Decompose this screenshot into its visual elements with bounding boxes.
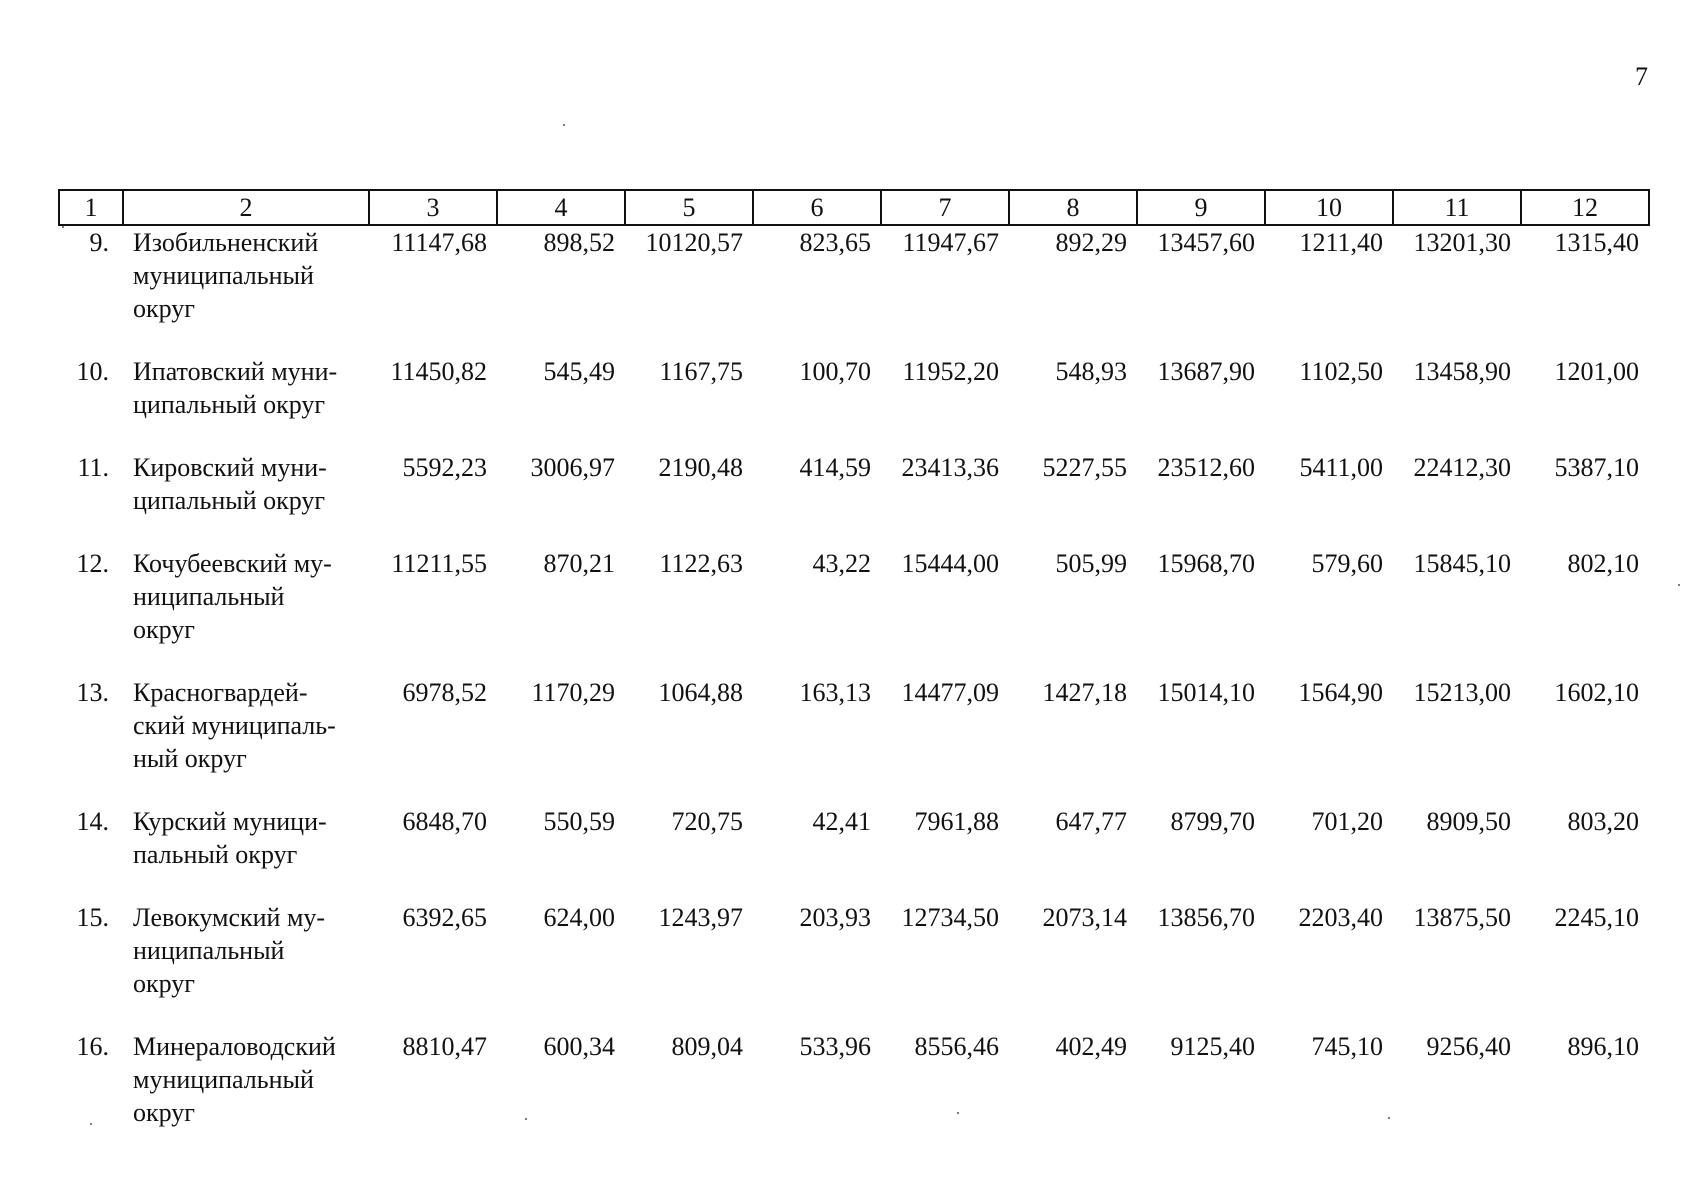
page-number: 7 (1635, 62, 1648, 91)
value-cell: 1211,40 (1299, 228, 1383, 257)
value-cell: 414,59 (799, 453, 871, 482)
district-name (123, 1030, 369, 1159)
district-name-line: ниципальный (133, 936, 285, 965)
value-cell: 892,29 (1055, 228, 1127, 257)
table-header (59, 190, 1649, 225)
value-cell: 1315,40 (1554, 228, 1639, 257)
value-cell: 2190,48 (658, 453, 743, 482)
value-cell: 13856,70 (1157, 903, 1255, 932)
value-cell: 11147,68 (391, 228, 487, 257)
value-cell: 1064,88 (658, 678, 743, 707)
value-cell: 701,20 (1311, 807, 1383, 836)
value-cell: 1201,00 (1554, 357, 1639, 386)
district-name-line: муниципальный (133, 1065, 314, 1094)
value-cell: 5387,10 (1554, 453, 1639, 482)
value-cell: 550,59 (543, 807, 615, 836)
value-cell: 203,93 (799, 903, 871, 932)
value-cell: 5592,23 (402, 453, 487, 482)
value-cell: 803,20 (1567, 807, 1639, 836)
value-cell: 548,93 (1055, 357, 1127, 386)
column-header: 1 (59, 190, 123, 225)
district-name-line: округ (133, 969, 195, 998)
value-cell: 15014,10 (1157, 678, 1255, 707)
value-cell: 533,96 (799, 1032, 871, 1061)
district-name-line: муниципальный (133, 261, 314, 290)
value-cell: 1427,18 (1042, 678, 1127, 707)
value-cell: 13457,60 (1157, 228, 1255, 257)
column-header: 5 (625, 190, 753, 225)
district-name-line: ципальный округ (133, 486, 326, 515)
district-name (123, 547, 369, 676)
district-name-line: Красногвардей- (133, 678, 308, 707)
table-row (59, 225, 1649, 355)
value-cell: 6392,65 (402, 903, 487, 932)
district-name-line: ниципальный (133, 582, 285, 611)
table-row (59, 805, 1649, 901)
value-cell: 5227,55 (1042, 453, 1127, 482)
value-cell: 624,00 (543, 903, 615, 932)
row-index: 14. (76, 807, 109, 836)
value-cell: 100,70 (799, 357, 871, 386)
column-header: 4 (497, 190, 625, 225)
column-header: 10 (1265, 190, 1393, 225)
value-cell: 8909,50 (1426, 807, 1511, 836)
value-cell: 8556,46 (914, 1032, 999, 1061)
value-cell: 545,49 (543, 357, 615, 386)
scan-speck (563, 124, 565, 126)
district-name-line: округ (133, 1098, 195, 1127)
value-cell: 870,21 (543, 549, 615, 578)
value-cell: 505,99 (1055, 549, 1127, 578)
district-name (123, 901, 369, 1030)
value-cell: 745,10 (1311, 1032, 1383, 1061)
value-cell: 2203,40 (1298, 903, 1383, 932)
value-cell: 11211,55 (391, 549, 487, 578)
district-name (123, 355, 369, 451)
district-name-line: округ (133, 615, 195, 644)
value-cell: 809,04 (671, 1032, 743, 1061)
value-cell: 1102,50 (1299, 357, 1383, 386)
value-cell: 15968,70 (1157, 549, 1255, 578)
value-cell: 11450,82 (390, 357, 487, 386)
district-name-line: Ипатовский муни- (133, 357, 338, 386)
value-cell: 647,77 (1055, 807, 1127, 836)
value-cell: 6848,70 (402, 807, 487, 836)
district-name-line: Минераловодский (133, 1032, 336, 1061)
value-cell: 1564,90 (1298, 678, 1383, 707)
column-header: 12 (1521, 190, 1649, 225)
value-cell: 823,65 (799, 228, 871, 257)
value-cell: 12734,50 (901, 903, 999, 932)
row-index: 16. (76, 1032, 109, 1061)
table-row (59, 901, 1649, 1030)
district-name-line: Левокумский му- (133, 903, 326, 932)
scan-speck (1678, 584, 1680, 586)
value-cell: 600,34 (543, 1032, 615, 1061)
value-cell: 10120,57 (645, 228, 743, 257)
column-header: 7 (881, 190, 1009, 225)
value-cell: 1167,75 (659, 357, 743, 386)
header-row (59, 190, 1649, 225)
value-cell: 2073,14 (1042, 903, 1127, 932)
district-name-line: ский муниципаль- (133, 711, 336, 740)
value-cell: 898,52 (543, 228, 615, 257)
value-cell: 13201,30 (1413, 228, 1511, 257)
district-name-line: ципальный округ (133, 390, 326, 419)
value-cell: 7961,88 (914, 807, 999, 836)
district-name (123, 225, 369, 355)
value-cell: 11952,20 (902, 357, 999, 386)
row-index: 10. (76, 357, 109, 386)
district-name-line: округ (133, 294, 195, 323)
value-cell: 42,41 (812, 807, 871, 836)
value-cell: 15213,00 (1413, 678, 1511, 707)
value-cell: 1602,10 (1554, 678, 1639, 707)
value-cell: 896,10 (1567, 1032, 1639, 1061)
value-cell: 15444,00 (901, 549, 999, 578)
value-cell: 9125,40 (1170, 1032, 1255, 1061)
column-header: 6 (753, 190, 881, 225)
district-name-line: пальный округ (133, 840, 298, 869)
column-header: 2 (123, 190, 369, 225)
value-cell: 11947,67 (902, 228, 999, 257)
column-header: 11 (1393, 190, 1521, 225)
district-name-line: Кировский муни- (133, 453, 327, 482)
value-cell: 579,60 (1311, 549, 1383, 578)
table-row (59, 1030, 1649, 1159)
table-body (59, 225, 1649, 1159)
value-cell: 3006,97 (530, 453, 615, 482)
value-cell: 1243,97 (658, 903, 743, 932)
district-name-line: ный округ (133, 744, 247, 773)
district-name-line: Изобильненский (133, 228, 319, 257)
table-row (59, 355, 1649, 451)
row-index: 13. (76, 678, 109, 707)
value-cell: 1122,63 (659, 549, 743, 578)
value-cell: 9256,40 (1426, 1032, 1511, 1061)
value-cell: 15845,10 (1413, 549, 1511, 578)
value-cell: 5411,00 (1299, 453, 1383, 482)
value-cell: 720,75 (671, 807, 743, 836)
table-row (59, 547, 1649, 676)
row-index: 11. (77, 453, 109, 482)
value-cell: 22412,30 (1413, 453, 1511, 482)
table-row (59, 451, 1649, 547)
district-name (123, 451, 369, 547)
value-cell: 8799,70 (1170, 807, 1255, 836)
column-header: 9 (1137, 190, 1265, 225)
value-cell: 13875,50 (1413, 903, 1511, 932)
value-cell: 13458,90 (1413, 357, 1511, 386)
district-name-line: Кочубеевский му- (133, 549, 332, 578)
district-name (123, 805, 369, 901)
row-index: 12. (76, 549, 109, 578)
value-cell: 402,49 (1055, 1032, 1127, 1061)
value-cell: 1170,29 (531, 678, 615, 707)
row-index: 9. (89, 228, 109, 257)
value-cell: 14477,09 (901, 678, 999, 707)
value-cell: 2245,10 (1554, 903, 1639, 932)
value-cell: 23413,36 (901, 453, 999, 482)
value-cell: 8810,47 (402, 1032, 487, 1061)
value-cell: 23512,60 (1157, 453, 1255, 482)
district-name (123, 676, 369, 805)
data-table (58, 189, 1650, 1159)
row-index: 15. (76, 903, 109, 932)
value-cell: 163,13 (799, 678, 871, 707)
value-cell: 13687,90 (1157, 357, 1255, 386)
table-row (59, 676, 1649, 805)
district-name-line: Курский муници- (133, 807, 327, 836)
value-cell: 43,22 (812, 549, 871, 578)
column-header: 8 (1009, 190, 1137, 225)
column-header: 3 (369, 190, 497, 225)
value-cell: 802,10 (1567, 549, 1639, 578)
value-cell: 6978,52 (402, 678, 487, 707)
